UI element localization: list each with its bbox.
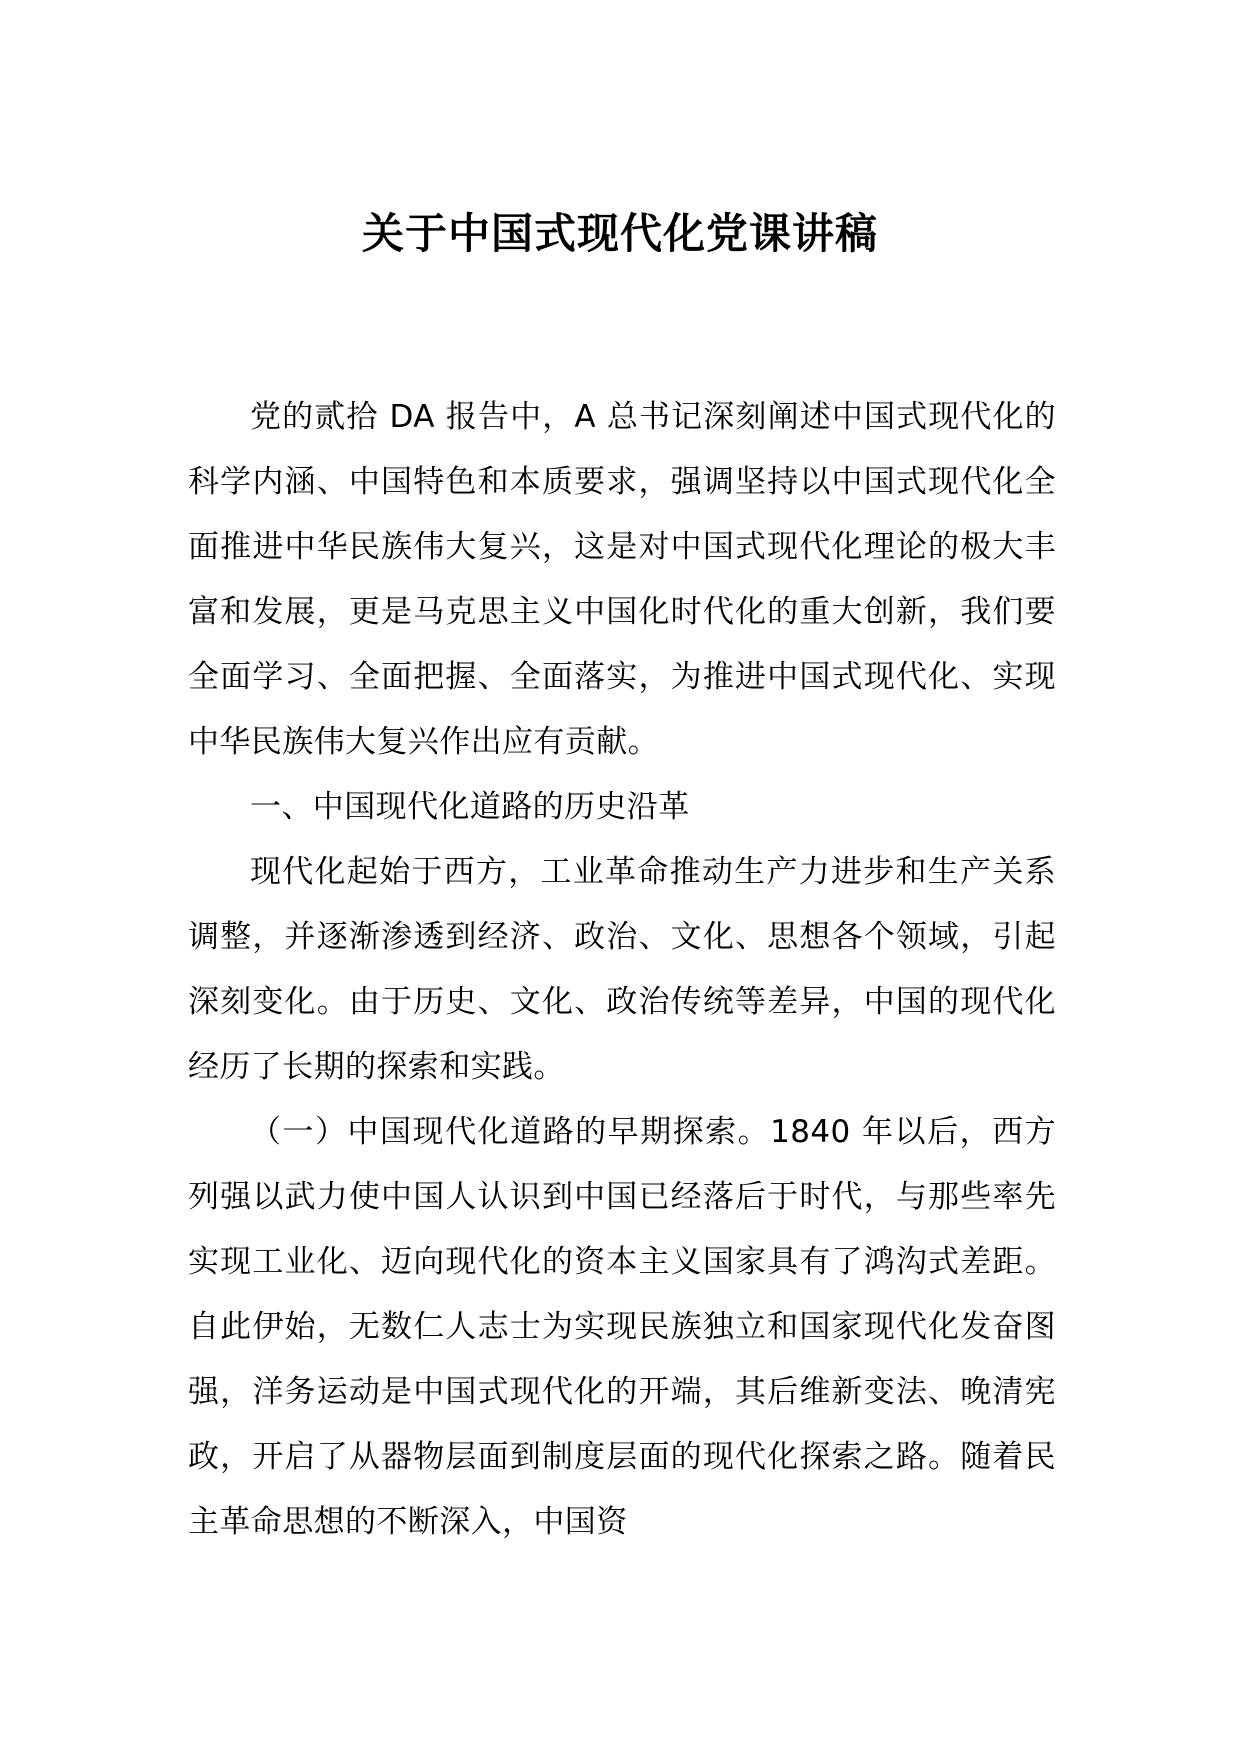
section-heading: 一、中国现代化道路的历史沿革 [250, 789, 690, 825]
intro-paragraph: 党的贰拾 DA 报告中，A 总书记深刻阐述中国式现代化的科学内涵、中国特色和本质要求，强调坚持以中国式现代化全面推进中华民族伟大复兴，这是对中国式现代化理论的极大丰富和发展，更是马克思主义中国化时代化的重大创新，我们要全面学习、全面把握、全面落实，为推进中国式现代化、实现中华民族伟大复兴作出应有贡献。 [188, 399, 1056, 760]
document-title: 关于中国式现代化党课讲稿 [361, 209, 878, 258]
body-paragraph: 现代化起始于西方，工业革命推动生产力进步和生产关系调整，并逐渐渗透到经济、政治、文化、思想各个领域，引起深刻变化。由于历史、文化、政治传统等差异，中国的现代化经历了长期的探索和实践。 [188, 854, 1056, 1085]
document-body [188, 385, 1056, 1555]
body-paragraph: （一）中国现代化道路的早期探索。1840 年以后，西方列强以武力使中国人认识到中国已经落后于时代，与那些率先实现工业化、迈向现代化的资本主义国家具有了鸿沟式差距。自此伊始，无数仁人志士为实现民族独立和国家现代化发奋图强，洋务运动是中国式现代化的开端，其后维新变法、晚清宪政，开启了从器物层面到制度层面的现代化探索之路。随着民主革命思想的不断深入，中国资 [188, 1114, 1056, 1540]
